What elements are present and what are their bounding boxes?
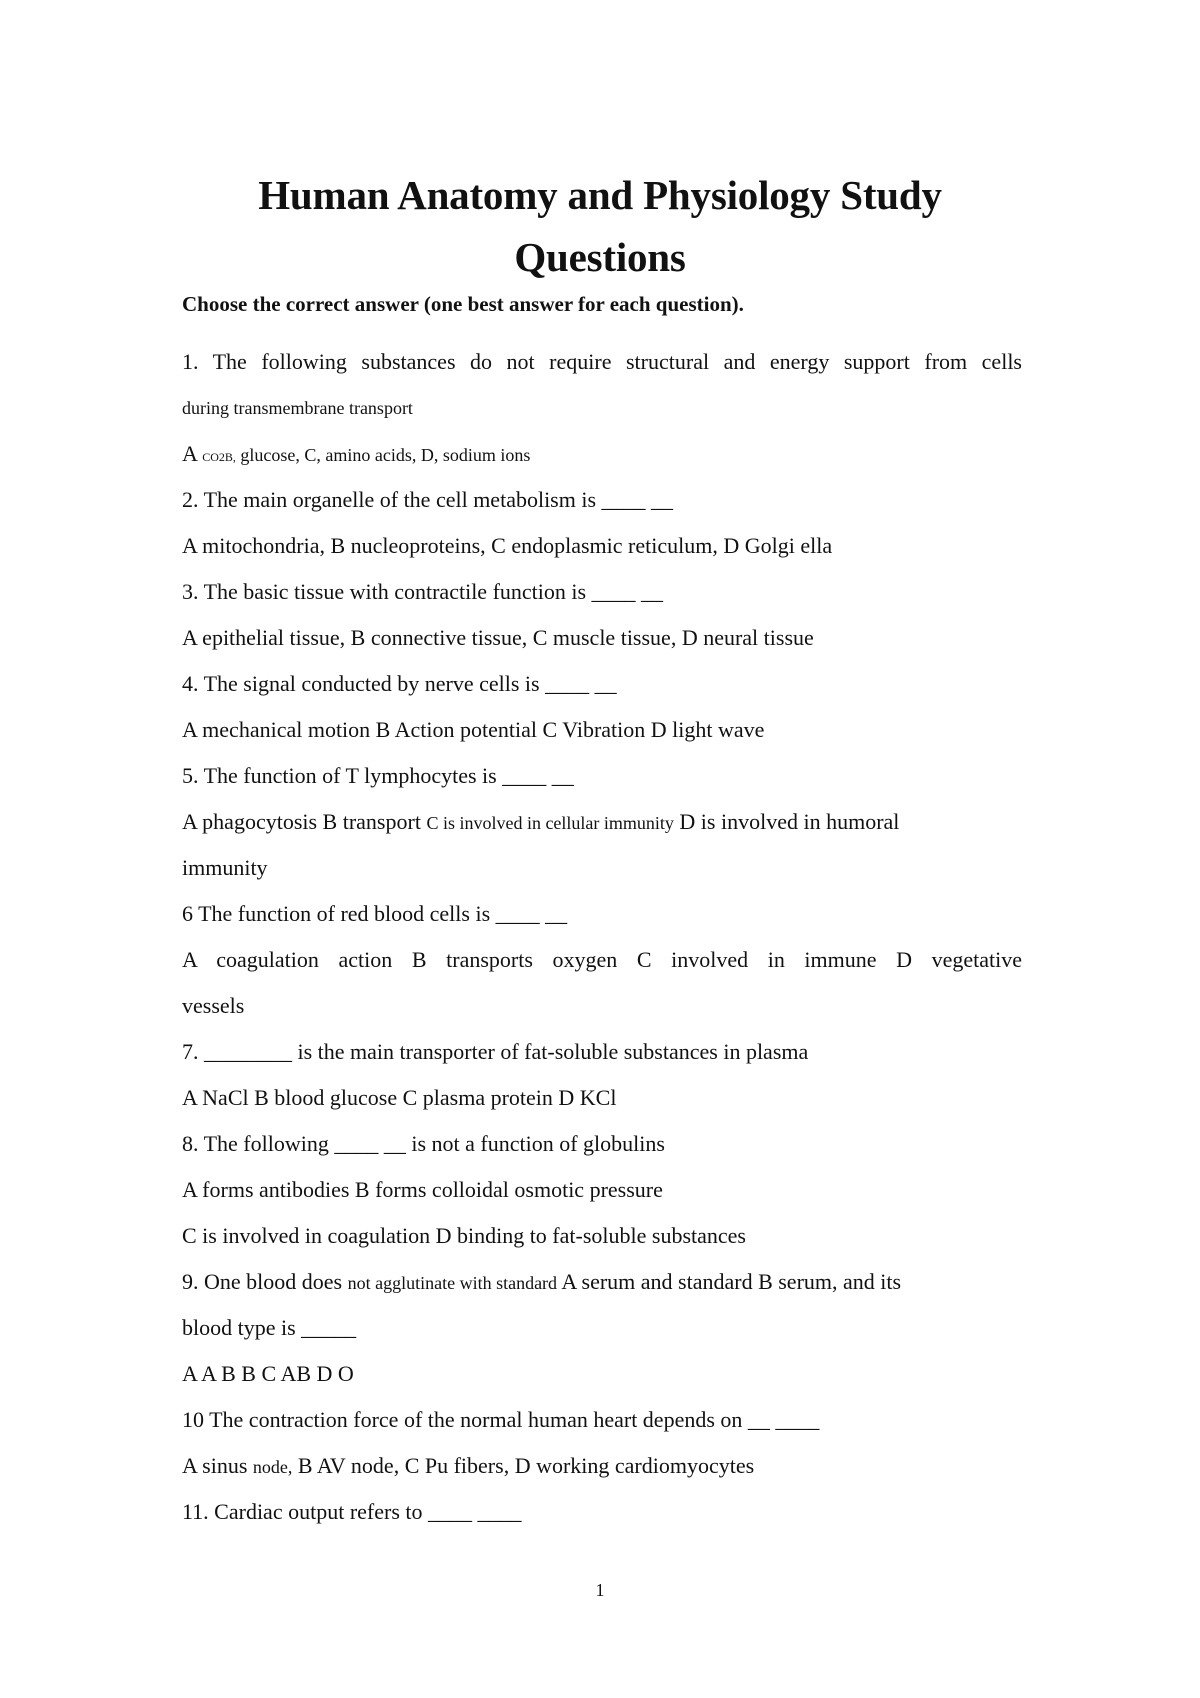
- question-5-options: [182, 807, 899, 838]
- question-9-text-continued: blood type is _____: [182, 1315, 357, 1340]
- question-6-options: A coagulation action B transports oxygen C involved in immune D vegetative: [182, 947, 1022, 972]
- question-8-options-continued: C is involved in coagulation D binding to fat-soluble substances: [182, 1223, 746, 1248]
- document-title-line-1: Human Anatomy and Physiology Study: [258, 172, 942, 218]
- question-text: 9. One blood does: [182, 1269, 348, 1294]
- question-10-options: [182, 1451, 754, 1482]
- question-8-options: A forms antibodies B forms colloidal osmotic pressure: [182, 1177, 663, 1202]
- question-9-options: A A B B C AB D O: [182, 1361, 354, 1386]
- question-1-options: [182, 439, 530, 472]
- question-10-text: 10 The contraction force of the normal human heart depends on __ ____: [182, 1407, 820, 1432]
- option-text: node,: [252, 1457, 293, 1477]
- question-7-options: A NaCl B blood glucose C plasma protein D KCl: [182, 1085, 617, 1110]
- option-text: D is involved in humoral: [673, 809, 900, 834]
- question-2-text: 2. The main organelle of the cell metabolism is ____ __: [182, 487, 674, 512]
- question-4-options: A mechanical motion B Action potential C Vibration D light wave: [182, 717, 765, 742]
- question-9-text: [182, 1267, 901, 1298]
- question-3-options: A epithelial tissue, B connective tissue, C muscle tissue, D neural tissue: [182, 625, 814, 650]
- question-1-text-continued: during transmembrane transport: [182, 398, 413, 418]
- option-text: A: [182, 441, 203, 466]
- option-text: C is involved in cellular immunity: [426, 813, 674, 833]
- question-6-options-continued: vessels: [182, 993, 245, 1018]
- question-4-text: 4. The signal conducted by nerve cells is ____ __: [182, 671, 617, 696]
- question-text: not agglutinate with standard: [347, 1273, 558, 1293]
- instructions: Choose the correct answer (one best answer for each question).: [182, 292, 744, 316]
- document-title-line-2: Questions: [514, 234, 686, 280]
- question-11-text: 11. Cardiac output refers to ____ ____: [182, 1499, 522, 1524]
- page-number: 1: [595, 1580, 605, 1600]
- question-7-text: 7. ________ is the main transporter of fat-soluble substances in plasma: [182, 1039, 809, 1064]
- option-text: CO2B,: [202, 450, 236, 464]
- question-2-options: A mitochondria, B nucleoproteins, C endoplasmic reticulum, D Golgi ella: [182, 533, 833, 558]
- option-text: glucose, C, amino acids, D, sodium ions: [235, 445, 531, 465]
- question-6-text: 6 The function of red blood cells is ____ __: [182, 901, 568, 926]
- question-1-text: 1. The following substances do not require structural and energy support from cells: [182, 349, 1022, 374]
- option-text: A phagocytosis B transport: [182, 809, 427, 834]
- question-3-text: 3. The basic tissue with contractile function is ____ __: [182, 579, 664, 604]
- option-text: B AV node, C Pu fibers, D working cardiomyocytes: [292, 1453, 755, 1478]
- question-text: A serum and standard B serum, and its: [557, 1269, 902, 1294]
- question-5-text: 5. The function of T lymphocytes is ____ __: [182, 763, 574, 788]
- question-5-options-continued: immunity: [182, 855, 268, 880]
- question-8-text: 8. The following ____ __ is not a function of globulins: [182, 1131, 665, 1156]
- option-text: A sinus: [182, 1453, 253, 1478]
